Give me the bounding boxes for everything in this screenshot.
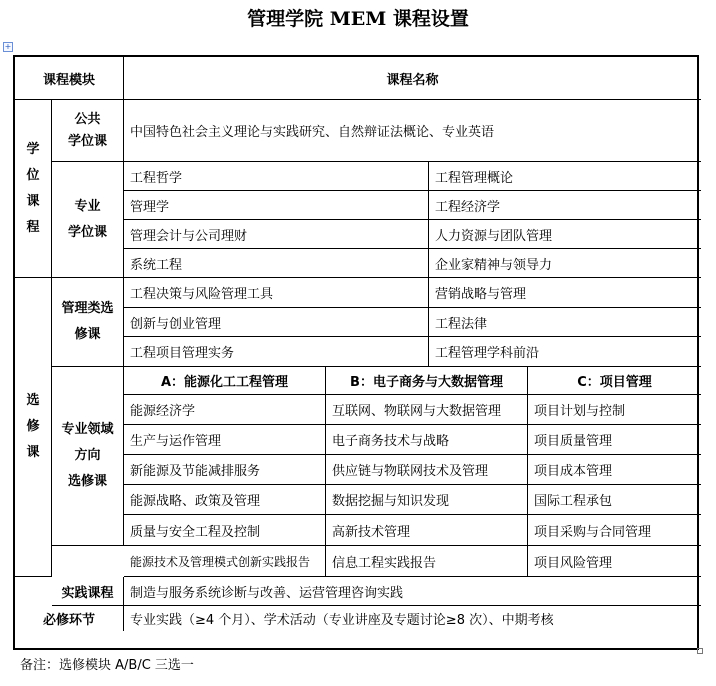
practice-course-label: 实践课程 xyxy=(52,577,124,606)
course-cell: 项目质量管理 xyxy=(528,425,701,455)
page-title: 管理学院 MEM 课程设置 xyxy=(247,8,469,30)
management-elective-label: 管理类选 修课 xyxy=(52,278,124,367)
course-cell: 新能源及节能减排服务 xyxy=(124,455,326,485)
course-cell: 信息工程实践报告 xyxy=(326,546,528,577)
course-cell: 供应链与物联网技术及管理 xyxy=(326,455,528,485)
course-cell: 系统工程 xyxy=(124,249,429,278)
course-cell: 项目计划与控制 xyxy=(528,395,701,425)
course-cell: 能源战略、政策及管理 xyxy=(124,485,326,515)
table-resize-handle[interactable] xyxy=(697,648,703,654)
elective-courses-label: 选 修 课 xyxy=(15,278,52,577)
course-cell: 工程项目管理实务 xyxy=(124,337,429,367)
domain-elective-label: 专业领域 方向 选修课 xyxy=(52,367,124,546)
course-cell: 能源技术及管理模式创新实践报告 xyxy=(124,546,326,577)
course-cell: 创新与创业管理 xyxy=(124,308,429,337)
course-cell: 管理会计与公司理财 xyxy=(124,220,429,249)
course-cell: 互联网、物联网与大数据管理 xyxy=(326,395,528,425)
course-cell: 工程管理概论 xyxy=(429,162,701,191)
course-cell: 项目风险管理 xyxy=(528,546,701,577)
course-cell: 营销战略与管理 xyxy=(429,278,701,308)
footnote: 备注：选修模块 A/B/C 三选一 xyxy=(20,658,194,673)
course-cell: 企业家精神与领导力 xyxy=(429,249,701,278)
course-cell: 人力资源与团队管理 xyxy=(429,220,701,249)
track-b-header: B：电子商务与大数据管理 xyxy=(326,367,528,395)
course-cell: 生产与运作管理 xyxy=(124,425,326,455)
public-degree-courses: 中国特色社会主义理论与实践研究、自然辩证法概论、专业英语 xyxy=(124,100,701,162)
course-cell: 高新技术管理 xyxy=(326,515,528,546)
track-c-header: C：项目管理 xyxy=(528,367,701,395)
course-cell: 工程哲学 xyxy=(124,162,429,191)
curriculum-table xyxy=(13,55,699,650)
public-degree-label: 公共 学位课 xyxy=(52,100,124,162)
practice-course-content: 制造与服务系统诊断与改善、运营管理咨询实践 xyxy=(124,577,701,606)
course-cell: 质量与安全工程及控制 xyxy=(124,515,326,546)
course-cell: 能源经济学 xyxy=(124,395,326,425)
table-move-handle-icon[interactable]: + xyxy=(4,42,12,51)
course-cell: 工程管理学科前沿 xyxy=(429,337,701,367)
course-cell: 工程法律 xyxy=(429,308,701,337)
header-course-name: 课程名称 xyxy=(124,57,701,100)
course-cell: 管理学 xyxy=(124,191,429,220)
required-content: 专业实践（≥4 个月）、学术活动（专业讲座及专题讨论≥8 次）、中期考核 xyxy=(130,613,554,628)
course-cell: 数据挖掘与知识发现 xyxy=(326,485,528,515)
course-cell: 国际工程承包 xyxy=(528,485,701,515)
degree-courses-label: 学 位 课 程 xyxy=(15,100,52,278)
course-cell: 电子商务技术与战略 xyxy=(326,425,528,455)
course-cell: 项目采购与合同管理 xyxy=(528,515,701,546)
track-a-header: A：能源化工工程管理 xyxy=(124,367,326,395)
header-module: 课程模块 xyxy=(15,57,124,100)
course-cell: 工程决策与风险管理工具 xyxy=(124,278,429,308)
course-cell: 工程经济学 xyxy=(429,191,701,220)
course-cell: 项目成本管理 xyxy=(528,455,701,485)
professional-degree-label: 专业 学位课 xyxy=(52,162,124,278)
required-label: 必修环节 xyxy=(15,606,124,631)
